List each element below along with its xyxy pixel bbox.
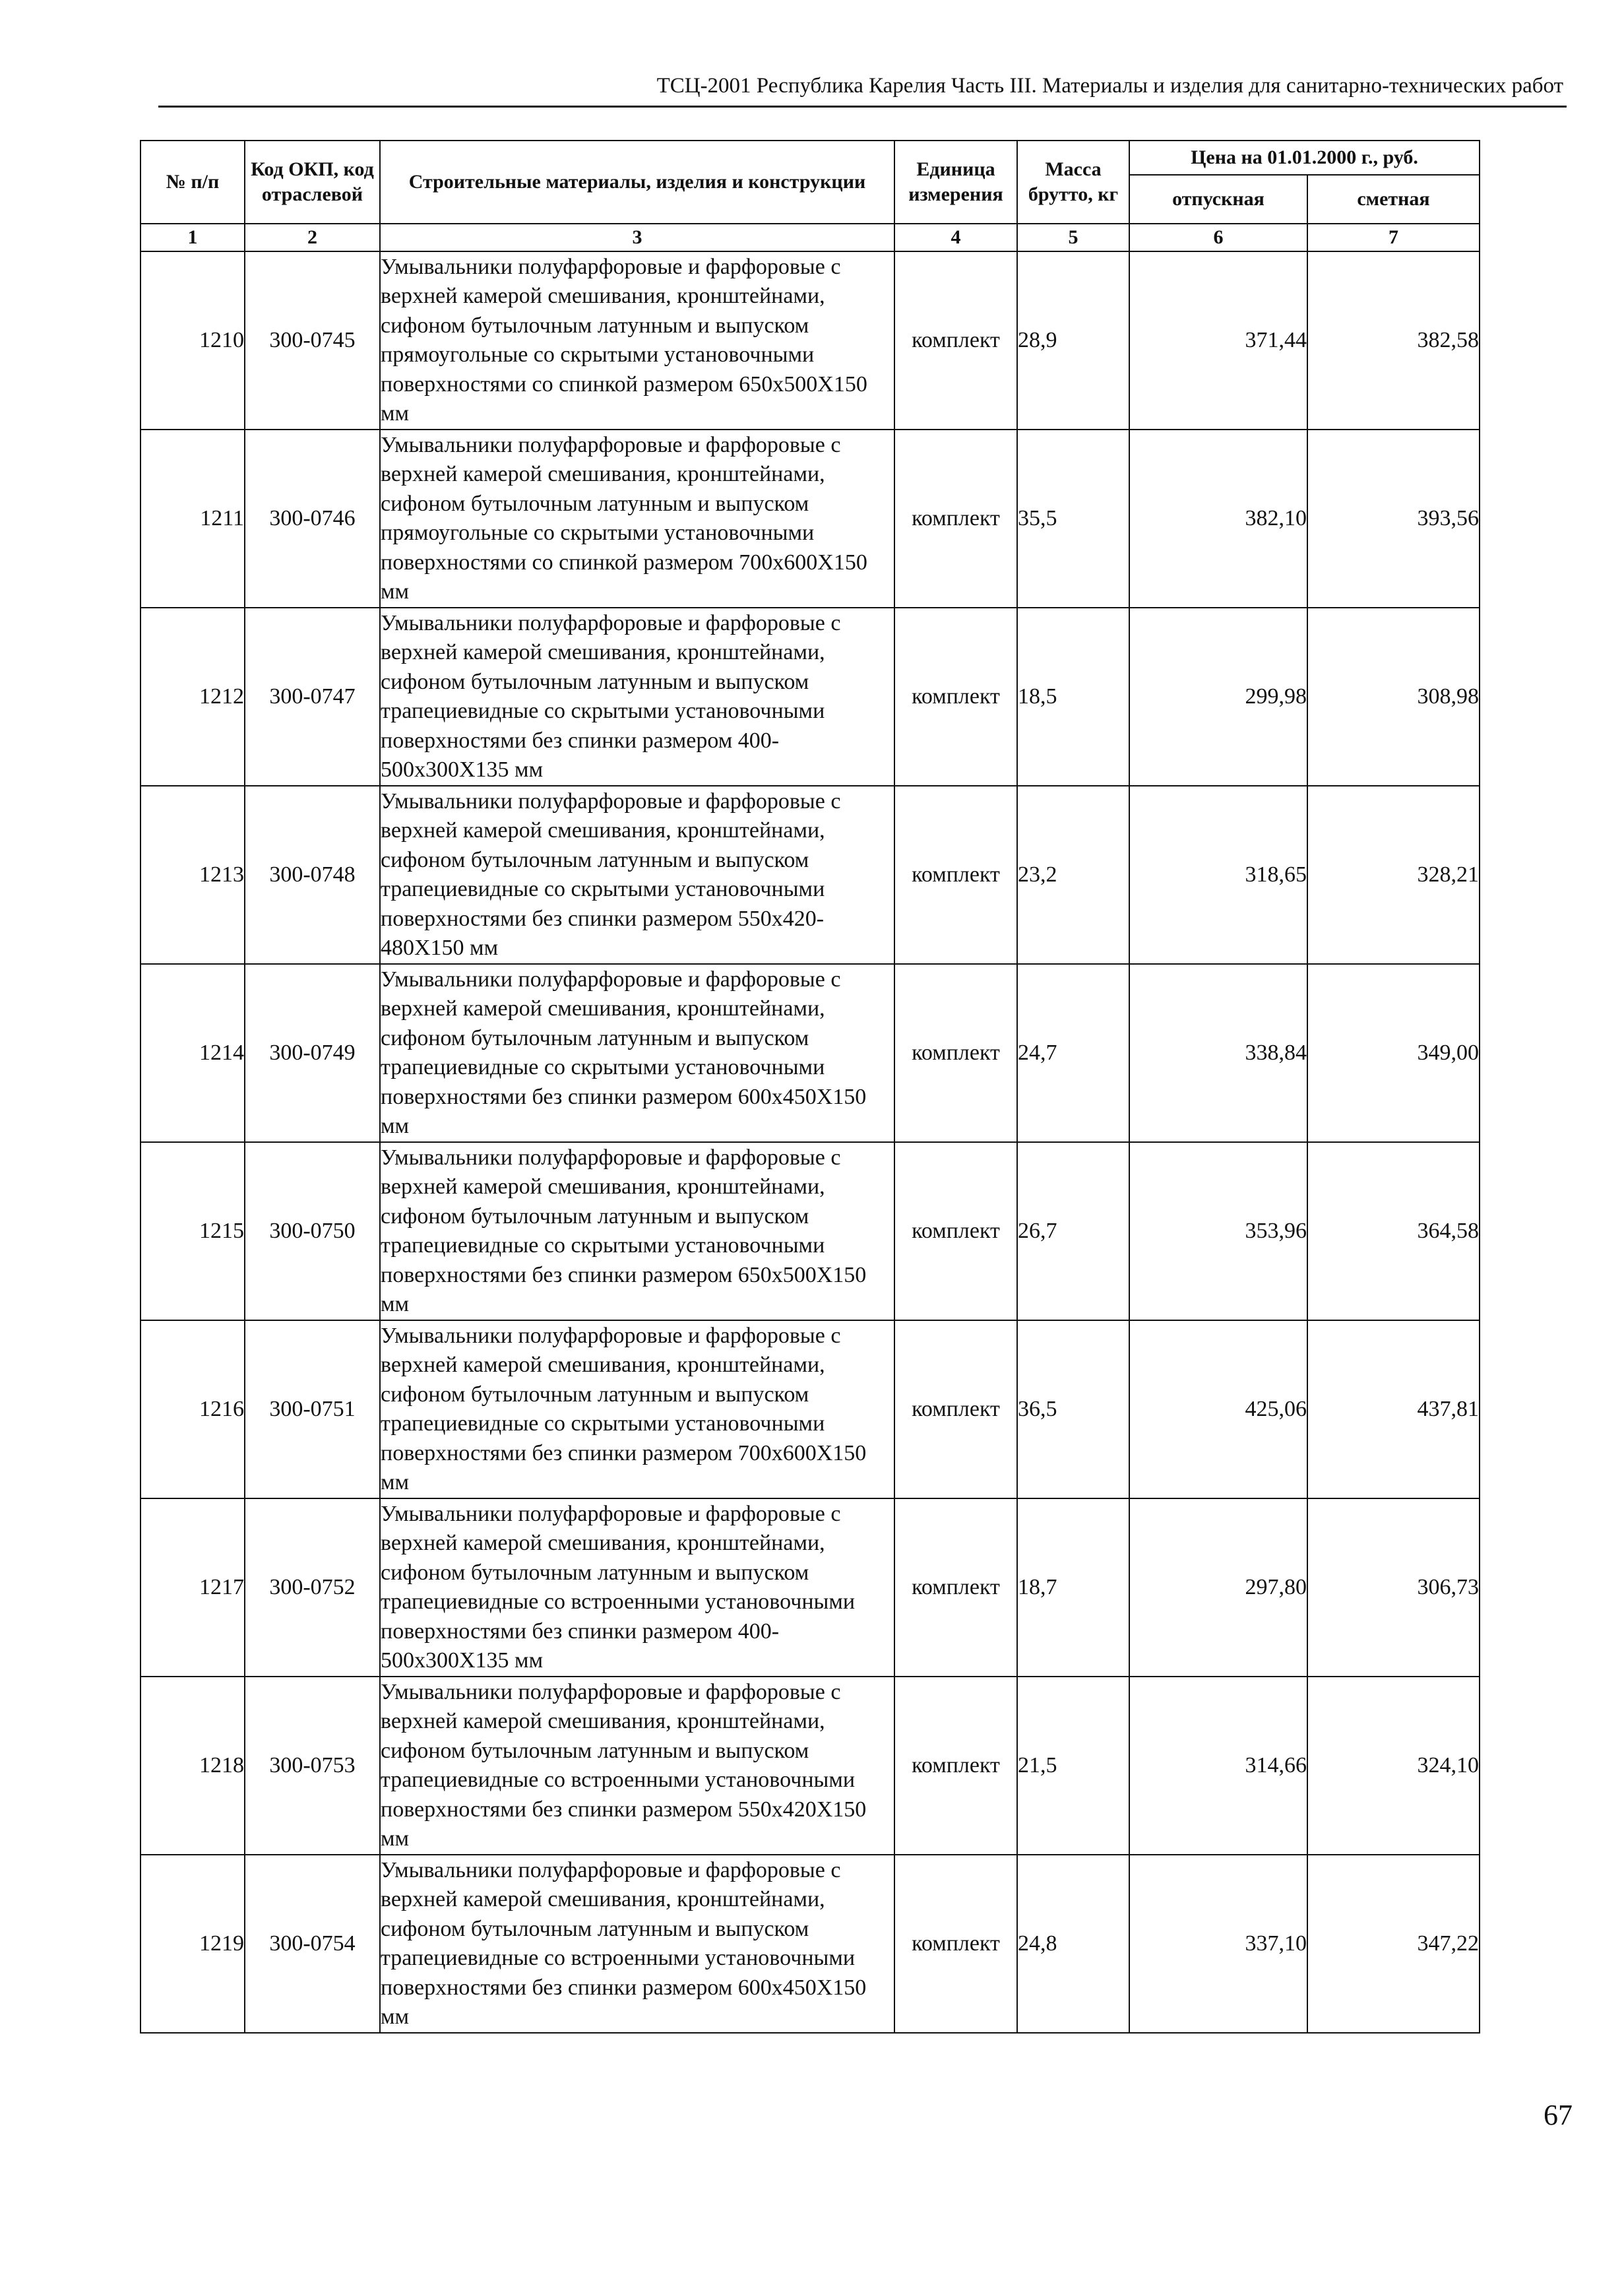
okp-code: 300-0750 [245, 1142, 380, 1320]
column-number: 4 [894, 224, 1017, 251]
row-number: 1212 [141, 608, 245, 786]
estimate-price: 306,73 [1307, 1498, 1480, 1677]
estimate-price: 324,10 [1307, 1677, 1480, 1855]
unit-of-measure: комплект [894, 1142, 1017, 1320]
okp-code: 300-0751 [245, 1320, 380, 1498]
gross-mass: 36,5 [1017, 1320, 1129, 1498]
gross-mass: 35,5 [1017, 430, 1129, 608]
col-header-price-release: отпускная [1129, 175, 1307, 224]
gross-mass: 28,9 [1017, 251, 1129, 430]
material-description: Умывальники полуфарфоровые и фарфоровые с верхней камерой смешивания, кронштейнами, сифоном бутылочным латунным и выпуском трапециевидные со скрытыми установочными поверхностями без спинки размером 400-500x300X135 мм [380, 608, 894, 786]
gross-mass: 18,7 [1017, 1498, 1129, 1677]
estimate-price: 308,98 [1307, 608, 1480, 786]
material-description: Умывальники полуфарфоровые и фарфоровые с верхней камерой смешивания, кронштейнами, сифоном бутылочным латунным и выпуском трапециевидные со скрытыми установочными поверхностями без спинки размером 550x420-480X150 мм [380, 786, 894, 964]
unit-of-measure: комплект [894, 1320, 1017, 1498]
material-description: Умывальники полуфарфоровые и фарфоровые с верхней камерой смешивания, кронштейнами, сифоном бутылочным латунным и выпуском трапециевидные со скрытыми установочными поверхностями без спинки размером 650x500X150 мм [380, 1142, 894, 1320]
table-row [141, 251, 1480, 430]
row-number: 1211 [141, 430, 245, 608]
table-row [141, 608, 1480, 786]
gross-mass: 24,8 [1017, 1855, 1129, 2033]
estimate-price: 437,81 [1307, 1320, 1480, 1498]
estimate-price: 328,21 [1307, 786, 1480, 964]
estimate-price: 393,56 [1307, 430, 1480, 608]
col-header-mass: Масса брутто, кг [1017, 141, 1129, 224]
okp-code: 300-0754 [245, 1855, 380, 2033]
material-description: Умывальники полуфарфоровые и фарфоровые с верхней камерой смешивания, кронштейнами, сифоном бутылочным латунным и выпуском трапециевидные со встроенными установочными поверхностями без спинки размером 400-500x300X135 мм [380, 1498, 894, 1677]
release-price: 382,10 [1129, 430, 1307, 608]
unit-of-measure: комплект [894, 1855, 1017, 2033]
unit-of-measure: комплект [894, 1498, 1017, 1677]
row-number: 1219 [141, 1855, 245, 2033]
okp-code: 300-0748 [245, 786, 380, 964]
material-description: Умывальники полуфарфоровые и фарфоровые с верхней камерой смешивания, кронштейнами, сифоном бутылочным латунным и выпуском прямоугольные со скрытыми установочными поверхностями со спинкой размером 700x600X150 мм [380, 430, 894, 608]
col-header-num: № п/п [141, 141, 245, 224]
release-price: 318,65 [1129, 786, 1307, 964]
material-description: Умывальники полуфарфоровые и фарфоровые с верхней камерой смешивания, кронштейнами, сифоном бутылочным латунным и выпуском трапециевидные со встроенными установочными поверхностями без спинки размером 550x420X150 мм [380, 1677, 894, 1855]
material-description: Умывальники полуфарфоровые и фарфоровые с верхней камерой смешивания, кронштейнами, сифоном бутылочным латунным и выпуском трапециевидные со скрытыми установочными поверхностями без спинки размером 700x600X150 мм [380, 1320, 894, 1498]
column-number: 7 [1307, 224, 1480, 251]
row-number: 1213 [141, 786, 245, 964]
estimate-price: 349,00 [1307, 964, 1480, 1142]
table-row [141, 1142, 1480, 1320]
unit-of-measure: комплект [894, 1677, 1017, 1855]
unit-of-measure: комплект [894, 786, 1017, 964]
header-row-1 [141, 141, 1480, 175]
unit-of-measure: комплект [894, 964, 1017, 1142]
column-number: 3 [380, 224, 894, 251]
estimate-price: 347,22 [1307, 1855, 1480, 2033]
okp-code: 300-0753 [245, 1677, 380, 1855]
row-number: 1210 [141, 251, 245, 430]
row-number: 1216 [141, 1320, 245, 1498]
table-row [141, 1320, 1480, 1498]
table-row [141, 430, 1480, 608]
price-table [140, 140, 1480, 2034]
column-number: 6 [1129, 224, 1307, 251]
table-row [141, 964, 1480, 1142]
release-price: 425,06 [1129, 1320, 1307, 1498]
gross-mass: 21,5 [1017, 1677, 1129, 1855]
material-description: Умывальники полуфарфоровые и фарфоровые с верхней камерой смешивания, кронштейнами, сифоном бутылочным латунным и выпуском прямоугольные со скрытыми установочными поверхностями со спинкой размером 650x500X150 мм [380, 251, 894, 430]
col-header-code: Код ОКП, код отраслевой [245, 141, 380, 224]
table-row [141, 1855, 1480, 2033]
column-number-row [141, 224, 1480, 251]
release-price: 337,10 [1129, 1855, 1307, 2033]
page-number: 67 [1544, 2099, 1573, 2131]
release-price: 299,98 [1129, 608, 1307, 786]
col-header-price-group: Цена на 01.01.2000 г., руб. [1129, 141, 1480, 175]
column-number: 1 [141, 224, 245, 251]
gross-mass: 23,2 [1017, 786, 1129, 964]
column-number: 2 [245, 224, 380, 251]
table-row [141, 1498, 1480, 1677]
row-number: 1215 [141, 1142, 245, 1320]
release-price: 353,96 [1129, 1142, 1307, 1320]
estimate-price: 364,58 [1307, 1142, 1480, 1320]
row-number: 1218 [141, 1677, 245, 1855]
release-price: 314,66 [1129, 1677, 1307, 1855]
okp-code: 300-0749 [245, 964, 380, 1142]
okp-code: 300-0745 [245, 251, 380, 430]
col-header-price-estimate: сметная [1307, 175, 1480, 224]
column-number: 5 [1017, 224, 1129, 251]
release-price: 338,84 [1129, 964, 1307, 1142]
header-rule [158, 106, 1567, 108]
material-description: Умывальники полуфарфоровые и фарфоровые с верхней камерой смешивания, кронштейнами, сифоном бутылочным латунным и выпуском трапециевидные со встроенными установочными поверхностями без спинки размером 600x450X150 мм [380, 1855, 894, 2033]
gross-mass: 24,7 [1017, 964, 1129, 1142]
table-row [141, 786, 1480, 964]
okp-code: 300-0747 [245, 608, 380, 786]
okp-code: 300-0746 [245, 430, 380, 608]
release-price: 371,44 [1129, 251, 1307, 430]
row-number: 1217 [141, 1498, 245, 1677]
col-header-unit: Единица измерения [894, 141, 1017, 224]
okp-code: 300-0752 [245, 1498, 380, 1677]
table-row [141, 1677, 1480, 1855]
running-header: ТСЦ-2001 Республика Карелия Часть III. Материалы и изделия для санитарно-технических работ [656, 74, 1563, 98]
row-number: 1214 [141, 964, 245, 1142]
gross-mass: 18,5 [1017, 608, 1129, 786]
col-header-name: Строительные материалы, изделия и конструкции [380, 141, 894, 224]
unit-of-measure: комплект [894, 430, 1017, 608]
unit-of-measure: комплект [894, 608, 1017, 786]
gross-mass: 26,7 [1017, 1142, 1129, 1320]
release-price: 297,80 [1129, 1498, 1307, 1677]
material-description: Умывальники полуфарфоровые и фарфоровые с верхней камерой смешивания, кронштейнами, сифоном бутылочным латунным и выпуском трапециевидные со скрытыми установочными поверхностями без спинки размером 600x450X150 мм [380, 964, 894, 1142]
estimate-price: 382,58 [1307, 251, 1480, 430]
unit-of-measure: комплект [894, 251, 1017, 430]
